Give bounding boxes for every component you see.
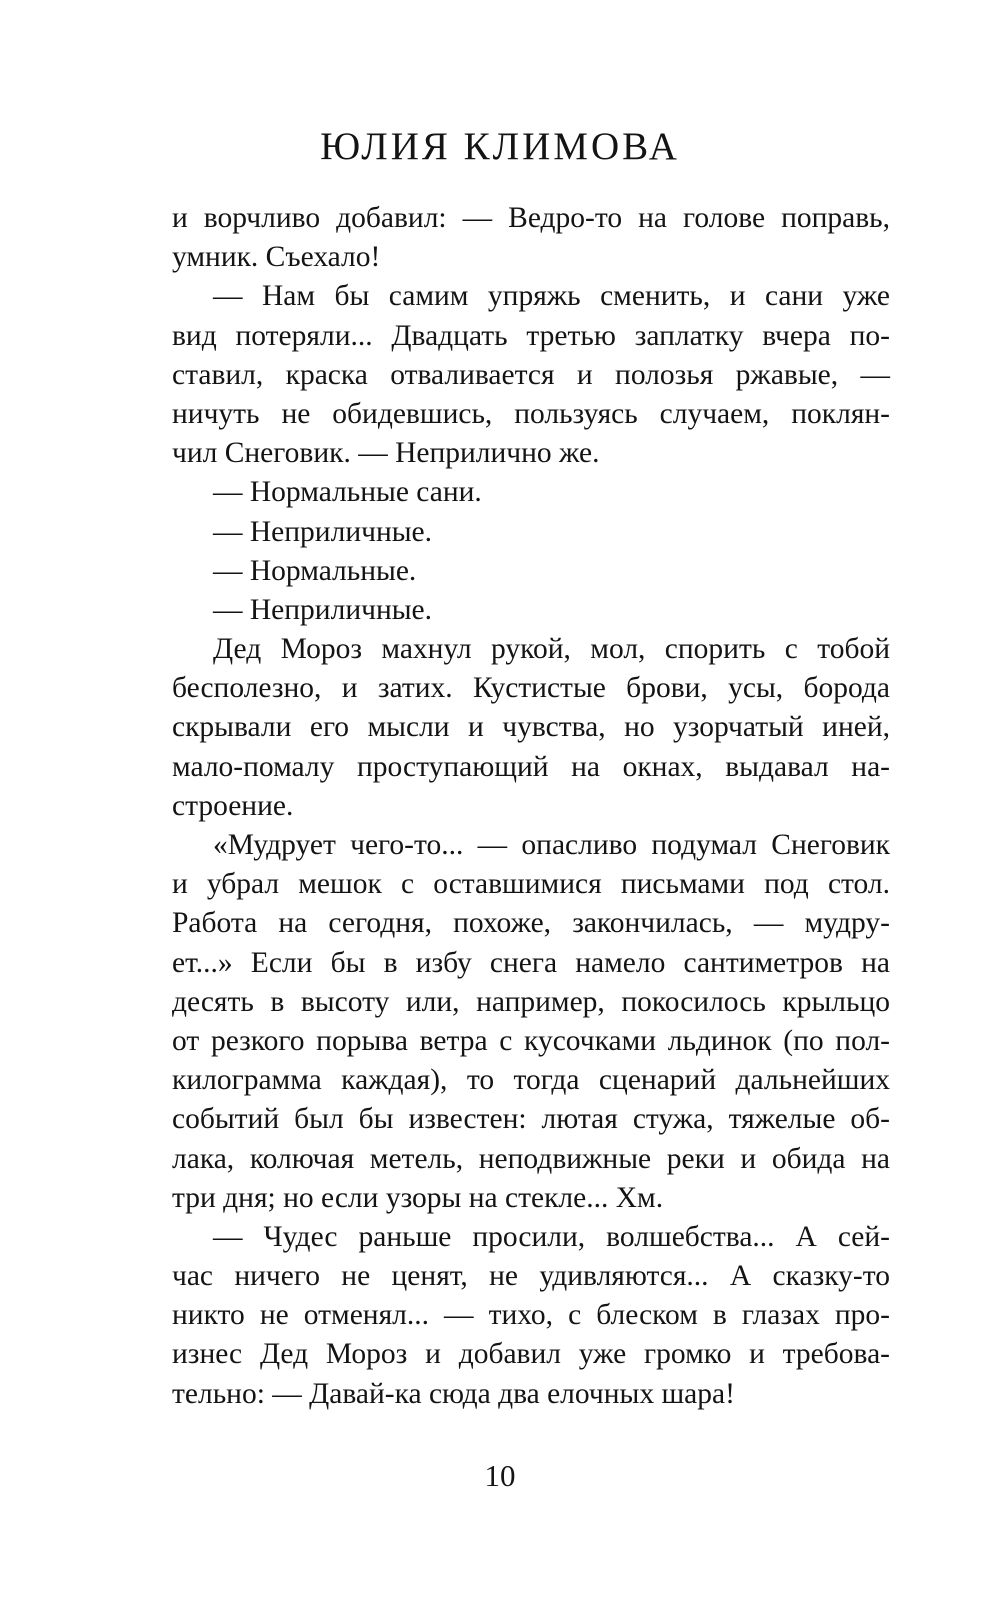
text-line: умник. Съехало! (172, 241, 381, 274)
body-text (172, 199, 890, 1414)
text-line: Дед Мороз махнул рукой, мол, спорить с тобой (213, 633, 890, 666)
text-line: — Нормальные сани. (213, 476, 482, 509)
text-line: ет...» Если бы в избу снега намело сантиметров на (172, 946, 890, 979)
text-line: от резкого порыва ветра с кусочками льдинок (по пол- (172, 1024, 890, 1057)
page-number: 10 (484, 1458, 516, 1493)
text-line: — Неприличные. (213, 593, 433, 626)
running-head-author: ЮЛИЯ КЛИМОВА (320, 125, 680, 168)
text-line: — Нам бы самим упряжь сменить, и сани уже (213, 280, 890, 313)
text-line: ставил, краска отваливается и полозья ржавые, — (172, 358, 890, 391)
text-line: «Мудрует чего-то... — опасливо подумал Снеговик (213, 829, 890, 861)
text-line: час ничего не ценят, не удивляются... А сказку-то (172, 1260, 890, 1293)
text-line: чил Снеговик. — Неприлично же. (172, 437, 600, 470)
text-line: — Нормальные. (213, 554, 417, 587)
text-line: и убрал мешок с оставшимися письмами под стол. (172, 868, 890, 901)
text-line: изнес Дед Мороз и добавил уже громко и требова- (172, 1338, 890, 1371)
text-line: — Чудес раньше просили, волшебства... А сей- (213, 1220, 890, 1253)
text-line: ничуть не обидевшись, пользуясь случаем, поклян- (172, 397, 890, 430)
text-line: килограмма каждая), то тогда сценарий дальнейших (172, 1064, 890, 1097)
text-line: и ворчливо добавил: — Ведро-то на голове поправь, (172, 202, 890, 234)
text-line: бесполезно, и затих. Кустистые брови, усы, борода (172, 672, 890, 705)
text-line: три дня; но если узоры на стекле... Хм. (172, 1181, 664, 1214)
text-line: тельно: — Давай-ка сюда два елочных шара! (172, 1377, 735, 1410)
text-line: скрывали его мысли и чувства, но узорчатый иней, (172, 711, 890, 744)
text-line: вид потеряли... Двадцать третью заплатку вчера по- (172, 319, 890, 352)
text-line: лака, колючая метель, неподвижные реки и обида на (172, 1142, 890, 1175)
text-line: — Неприличные. (213, 515, 433, 548)
text-line: Работа на сегодня, похоже, закончилась, — мудру- (172, 907, 890, 940)
text-line: событий был бы известен: лютая стужа, тяжелые об- (172, 1103, 890, 1136)
text-line: никто не отменял... — тихо, с блеском в глазах про- (172, 1299, 890, 1332)
text-line: десять в высоту или, например, покосилось крыльцо (172, 985, 890, 1018)
text-line: мало-помалу проступающий на окнах, выдавал на- (172, 750, 890, 783)
text-line: строение. (172, 789, 294, 822)
